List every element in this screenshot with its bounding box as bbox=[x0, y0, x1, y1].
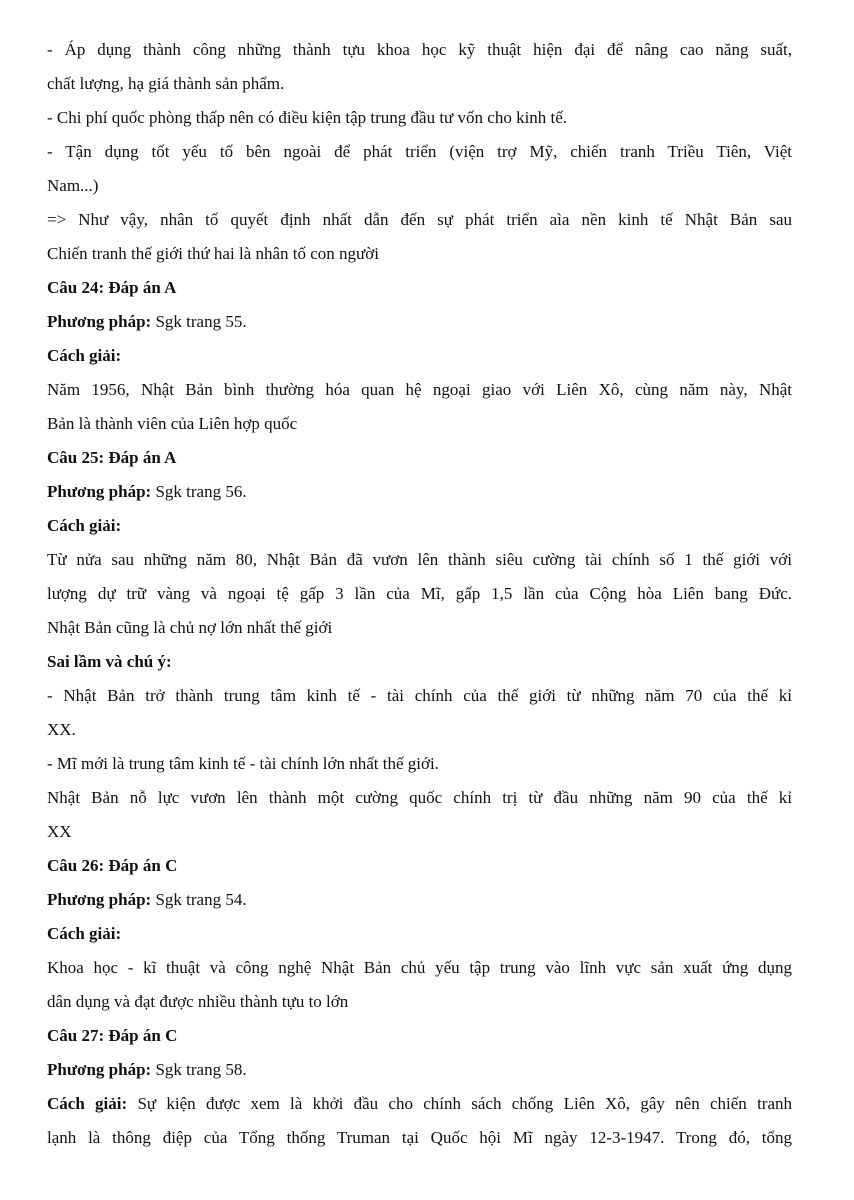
text-line bbox=[47, 237, 792, 271]
line-text: - Tận dụng tốt yếu tố bên ngoài để phát triển (viện trợ Mỹ, chiến tranh Triều Tiên, Việt bbox=[47, 142, 792, 161]
bold-label: Cách giải: bbox=[47, 1094, 128, 1113]
line-text: - Nhật Bản trở thành trung tâm kinh tế - tài chính của thế giới từ những năm 70 của thế kỉ bbox=[47, 686, 792, 705]
text-line bbox=[47, 543, 792, 577]
line-text: => Như vậy, nhân tố quyết định nhất dẫn đến sự phát triển aìa nền kinh tế Nhật Bản sau bbox=[47, 210, 792, 229]
bold-label: Câu 26: Đáp án C bbox=[47, 856, 178, 875]
line-text: Sgk trang 56. bbox=[151, 482, 247, 501]
line-text: Sgk trang 55. bbox=[151, 312, 247, 331]
line-text: XX. bbox=[47, 720, 76, 739]
text-line bbox=[47, 135, 792, 169]
line-text: - Mĩ mới là trung tâm kinh tế - tài chính lớn nhất thế giới. bbox=[47, 754, 439, 773]
document-page bbox=[47, 33, 792, 1155]
text-line bbox=[47, 815, 792, 849]
text-line bbox=[47, 101, 792, 135]
text-line bbox=[47, 271, 792, 305]
text-line bbox=[47, 577, 792, 611]
line-text: Sgk trang 58. bbox=[151, 1060, 247, 1079]
bold-label: Phương pháp: bbox=[47, 1060, 152, 1079]
line-text: lượng dự trữ vàng và ngoại tệ gấp 3 lần của Mĩ, gấp 1,5 lần của Cộng hòa Liên bang Đức. bbox=[47, 584, 792, 603]
text-line bbox=[47, 169, 792, 203]
bold-label: Sai lầm và chú ý: bbox=[47, 652, 172, 671]
line-text: - Áp dụng thành công những thành tựu khoa học kỹ thuật hiện đại để nâng cao năng suất, bbox=[47, 40, 792, 59]
line-text: Sgk trang 54. bbox=[151, 890, 247, 909]
line-text: Chiến tranh thế giới thứ hai là nhân tố con người bbox=[47, 244, 379, 263]
text-line bbox=[47, 985, 792, 1019]
bold-label: Cách giải: bbox=[47, 516, 122, 535]
line-text: Nam...) bbox=[47, 176, 99, 195]
line-text: XX bbox=[47, 822, 72, 841]
bold-label: Phương pháp: bbox=[47, 890, 152, 909]
text-line bbox=[47, 67, 792, 101]
text-line bbox=[47, 305, 792, 339]
bold-label: Cách giải: bbox=[47, 924, 122, 943]
text-line bbox=[47, 781, 792, 815]
line-text: Sự kiện được xem là khởi đầu cho chính sách chống Liên Xô, gây nên chiến tranh bbox=[127, 1094, 792, 1113]
line-text: dân dụng và đạt được nhiều thành tựu to lớn bbox=[47, 992, 349, 1011]
bold-label: Phương pháp: bbox=[47, 482, 152, 501]
line-text: - Chi phí quốc phòng thấp nên có điều kiện tập trung đầu tư vốn cho kinh tế. bbox=[47, 108, 568, 127]
line-text: Bản là thành viên của Liên hợp quốc bbox=[47, 414, 298, 433]
line-text: Năm 1956, Nhật Bản bình thường hóa quan hệ ngoại giao với Liên Xô, cùng năm này, Nhật bbox=[47, 380, 792, 399]
text-line bbox=[47, 747, 792, 781]
text-line bbox=[47, 645, 792, 679]
text-line bbox=[47, 373, 792, 407]
line-text: Khoa học - kĩ thuật và công nghệ Nhật Bản chủ yếu tập trung vào lĩnh vực sản xuất ứng dụng bbox=[47, 958, 792, 977]
text-line bbox=[47, 713, 792, 747]
text-line bbox=[47, 509, 792, 543]
bold-label: Câu 25: Đáp án A bbox=[47, 448, 177, 467]
text-line bbox=[47, 33, 792, 67]
text-line bbox=[47, 611, 792, 645]
text-line bbox=[47, 1121, 792, 1155]
line-text: Từ nửa sau những năm 80, Nhật Bản đã vươn lên thành siêu cường tài chính số 1 thế giới với bbox=[47, 550, 792, 569]
bold-label: Cách giải: bbox=[47, 346, 122, 365]
text-line bbox=[47, 1019, 792, 1053]
text-line bbox=[47, 849, 792, 883]
text-line bbox=[47, 883, 792, 917]
text-line bbox=[47, 679, 792, 713]
text-line bbox=[47, 951, 792, 985]
text-line bbox=[47, 339, 792, 373]
line-text: chất lượng, hạ giá thành sản phẩm. bbox=[47, 74, 285, 93]
line-text: Nhật Bản nỗ lực vươn lên thành một cường quốc chính trị từ đầu những năm 90 của thế kỉ bbox=[47, 788, 792, 807]
text-line bbox=[47, 1087, 792, 1121]
text-line bbox=[47, 407, 792, 441]
text-line bbox=[47, 203, 792, 237]
bold-label: Câu 24: Đáp án A bbox=[47, 278, 177, 297]
line-text: Nhật Bản cũng là chủ nợ lớn nhất thế giới bbox=[47, 618, 333, 637]
text-line bbox=[47, 475, 792, 509]
line-text: lạnh là thông điệp của Tổng thống Truman tại Quốc hội Mĩ ngày 12-3-1947. Trong đó, tổng bbox=[47, 1128, 792, 1147]
bold-label: Phương pháp: bbox=[47, 312, 152, 331]
bold-label: Câu 27: Đáp án C bbox=[47, 1026, 178, 1045]
text-line bbox=[47, 917, 792, 951]
text-line bbox=[47, 1053, 792, 1087]
text-line bbox=[47, 441, 792, 475]
